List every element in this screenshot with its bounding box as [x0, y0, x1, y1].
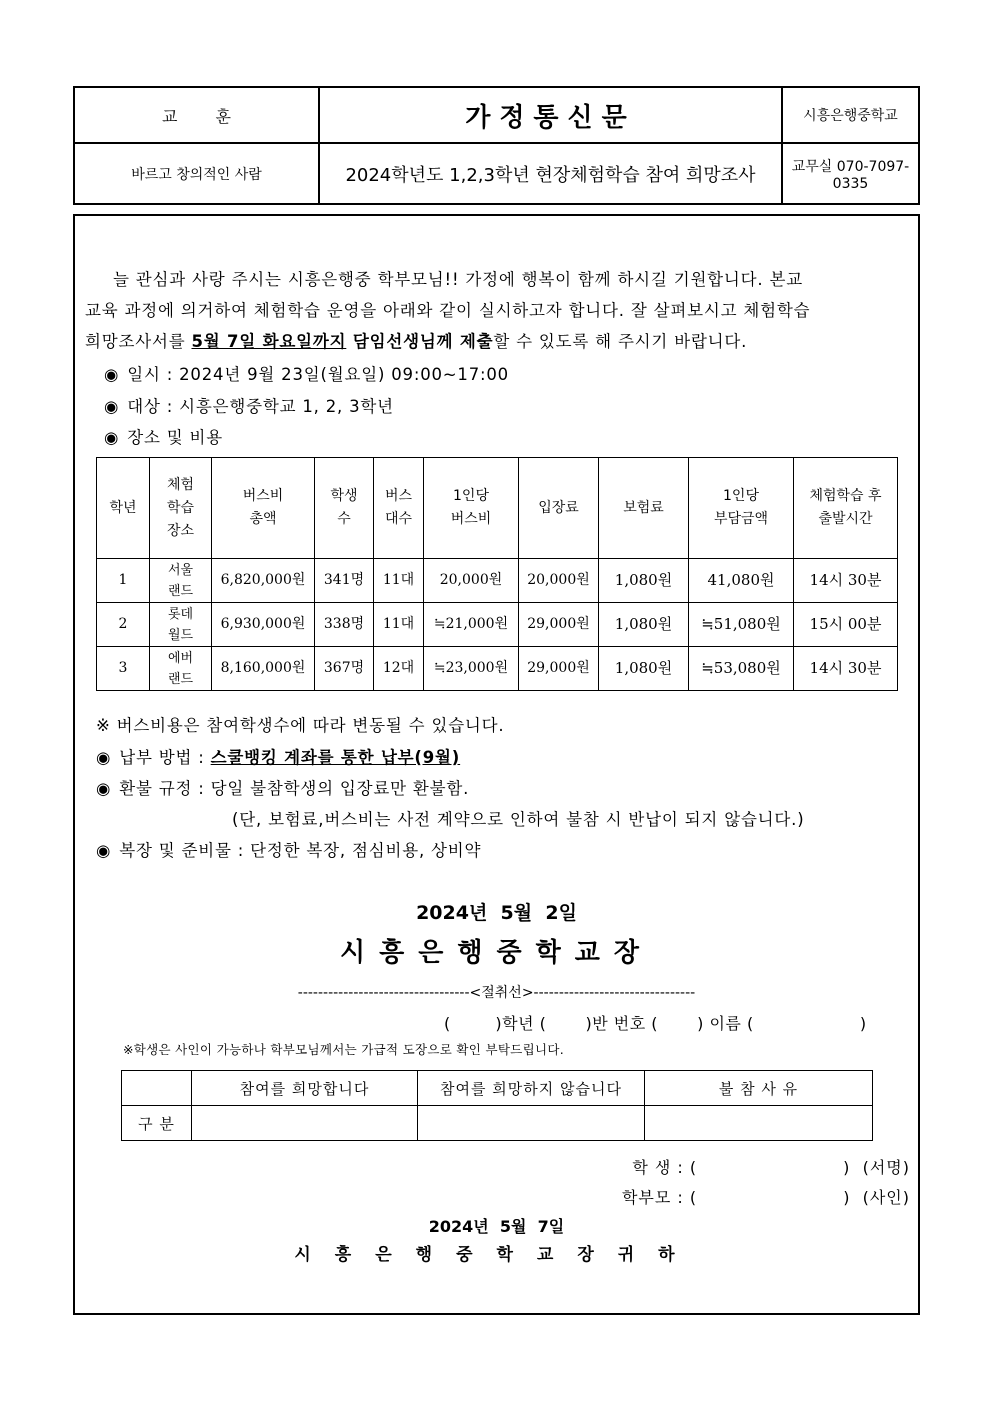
- fee-cell-students: 341명: [315, 559, 374, 603]
- cut-line: ----------------------------------<절취선>--------------------------------: [297, 985, 696, 1001]
- intro-line-3: 희망조사서를 5월 7일 화요일까지 담임선생님께 제출할 수 있도록 해 주시기 바랍니다.: [85, 332, 748, 351]
- fee-cell-grade: 3: [97, 647, 150, 691]
- reason-cell[interactable]: [645, 1106, 873, 1141]
- notice-date: 2024년 5월 2일: [416, 902, 577, 924]
- bus-cost-note: ※ 버스비용은 참여학생수에 따라 변동될 수 있습니다.: [96, 716, 505, 735]
- fee-cell-place: 서울 랜드: [150, 559, 212, 603]
- event-date: ◉ 일시 : 2024년 9월 23일(월요일) 09:00~17:00: [104, 361, 924, 385]
- fee-cell-bus-total: 6,930,000원: [212, 603, 315, 647]
- school-motto: 바르고 창의적인 사람: [74, 143, 319, 204]
- resp-header-decline: 참여를 희망하지 않습니다: [418, 1071, 645, 1106]
- deadline: 5월 7일 화요일까지: [191, 332, 347, 351]
- fee-cell-bus-count: 11대: [374, 603, 424, 647]
- fee-header-admission: 입장료: [519, 458, 599, 559]
- fee-cell-insurance: 1,080원: [599, 603, 689, 647]
- fee-header-bus-total: 버스비 총액: [212, 458, 315, 559]
- principal-name: 시흥은행중학교장: [340, 938, 653, 968]
- fee-cell-admission: 20,000원: [519, 559, 599, 603]
- intro-line-2: 교육 과정에 의거하여 체험학습 운영을 아래와 같이 실시하고자 합니다. 잘 살펴보시고 체험학습: [85, 301, 811, 320]
- fee-header-per-bus-fee: 1인당 버스비: [424, 458, 519, 559]
- reply-addressee: 시흥은행중학교장귀하: [294, 1245, 699, 1265]
- fee-cell-bus-total: 6,820,000원: [212, 559, 315, 603]
- decline-cell[interactable]: [418, 1106, 645, 1141]
- student-signature-line: 학 생 : ( ) (서명): [632, 1158, 910, 1177]
- event-target: ◉ 대상 : 시흥은행중학교 1, 2, 3학년: [104, 393, 924, 417]
- fee-header-per-person-total: 1인당 부담금액: [689, 458, 794, 559]
- attire-supplies: ◉ 복장 및 준비물 : 단정한 복장, 점심비용, 상비약: [96, 837, 916, 861]
- fee-cell-per-person-total: ≒51,080원: [689, 603, 794, 647]
- resp-row-label: 구 분: [122, 1106, 192, 1141]
- response-table: [121, 1070, 873, 1141]
- fee-cell-bus-count: 11대: [374, 559, 424, 603]
- fee-cell-per-bus-fee: ≒23,000원: [424, 647, 519, 691]
- fee-cell-departure: 15시 00분: [794, 603, 898, 647]
- fee-cell-bus-count: 12대: [374, 647, 424, 691]
- fee-cell-admission: 29,000원: [519, 647, 599, 691]
- reply-date: 2024년 5월 7일: [428, 1217, 565, 1236]
- resp-header-blank: [122, 1071, 192, 1106]
- fee-cell-insurance: 1,080원: [599, 559, 689, 603]
- payment-method: ◉ 납부 방법 : 스쿨뱅킹 계좌를 통한 납부(9월): [96, 744, 916, 768]
- participate-cell[interactable]: [192, 1106, 418, 1141]
- fee-cell-admission: 29,000원: [519, 603, 599, 647]
- fee-cell-per-person-total: ≒53,080원: [689, 647, 794, 691]
- resp-header-reason: 불 참 사 유: [645, 1071, 873, 1106]
- fee-header-grade: 학년: [97, 458, 150, 559]
- fee-cell-insurance: 1,080원: [599, 647, 689, 691]
- parent-signature-line: 학부모 : ( ) (사인): [621, 1188, 910, 1207]
- fee-header-students: 학생 수: [315, 458, 374, 559]
- fee-table: [96, 457, 898, 691]
- fee-cell-students: 338명: [315, 603, 374, 647]
- fee-cell-per-bus-fee: ≒21,000원: [424, 603, 519, 647]
- fee-cell-grade: 1: [97, 559, 150, 603]
- office-phone: 교무실 070-7097-0335: [782, 143, 919, 204]
- payment-value: 스쿨뱅킹 계좌를 통한 납부(9월): [210, 748, 461, 767]
- fee-cell-bus-total: 8,160,000원: [212, 647, 315, 691]
- fee-cell-place: 에버 랜드: [150, 647, 212, 691]
- fee-header-place: 체험 학습 장소: [150, 458, 212, 559]
- fee-cell-grade: 2: [97, 603, 150, 647]
- fee-cell-departure: 14시 30분: [794, 559, 898, 603]
- page-title: 가정통신문: [319, 87, 782, 143]
- stamp-note: ※학생은 사인이 가능하나 학부모님께서는 가급적 도장으로 확인 부탁드립니다.: [123, 1042, 564, 1057]
- header-table: [73, 86, 920, 205]
- fee-cell-place: 롯데 월드: [150, 603, 212, 647]
- fee-cell-departure: 14시 30분: [794, 647, 898, 691]
- fee-cell-per-person-total: 41,080원: [689, 559, 794, 603]
- intro-line-1: 늘 관심과 사랑 주시는 시흥은행중 학부모님!! 가정에 행복이 함께 하시길 기원합니다. 본교: [113, 270, 803, 289]
- fee-table-header: [97, 458, 898, 559]
- place-cost-heading: ◉ 장소 및 비용: [104, 424, 924, 448]
- resp-header-participate: 참여를 희망합니다: [192, 1071, 418, 1106]
- fee-header-bus-count: 버스 대수: [374, 458, 424, 559]
- refund-policy: ◉ 환불 규정 : 당일 불참학생의 입장료만 환불함.: [96, 775, 916, 799]
- motto-label: 교훈: [74, 87, 319, 143]
- document-subtitle: 2024학년도 1,2,3학년 현장체험학습 참여 희망조사: [319, 143, 782, 204]
- fee-row: [97, 559, 898, 603]
- fee-cell-students: 367명: [315, 647, 374, 691]
- fee-row: [97, 647, 898, 691]
- school-name: 시흥은행중학교: [782, 87, 919, 143]
- fee-header-insurance: 보험료: [599, 458, 689, 559]
- submit-to: 담임선생님께 제출: [346, 332, 494, 351]
- refund-exception: (단, 보험료,버스비는 사전 계약으로 인하여 불참 시 반납이 되지 않습니다.): [232, 810, 805, 829]
- fee-header-departure: 체험학습 후 출발시간: [794, 458, 898, 559]
- student-id-line: ( )학년 ( )반 번호 ( ) 이름 ( ): [444, 1014, 867, 1033]
- fee-cell-per-bus-fee: 20,000원: [424, 559, 519, 603]
- fee-row: [97, 603, 898, 647]
